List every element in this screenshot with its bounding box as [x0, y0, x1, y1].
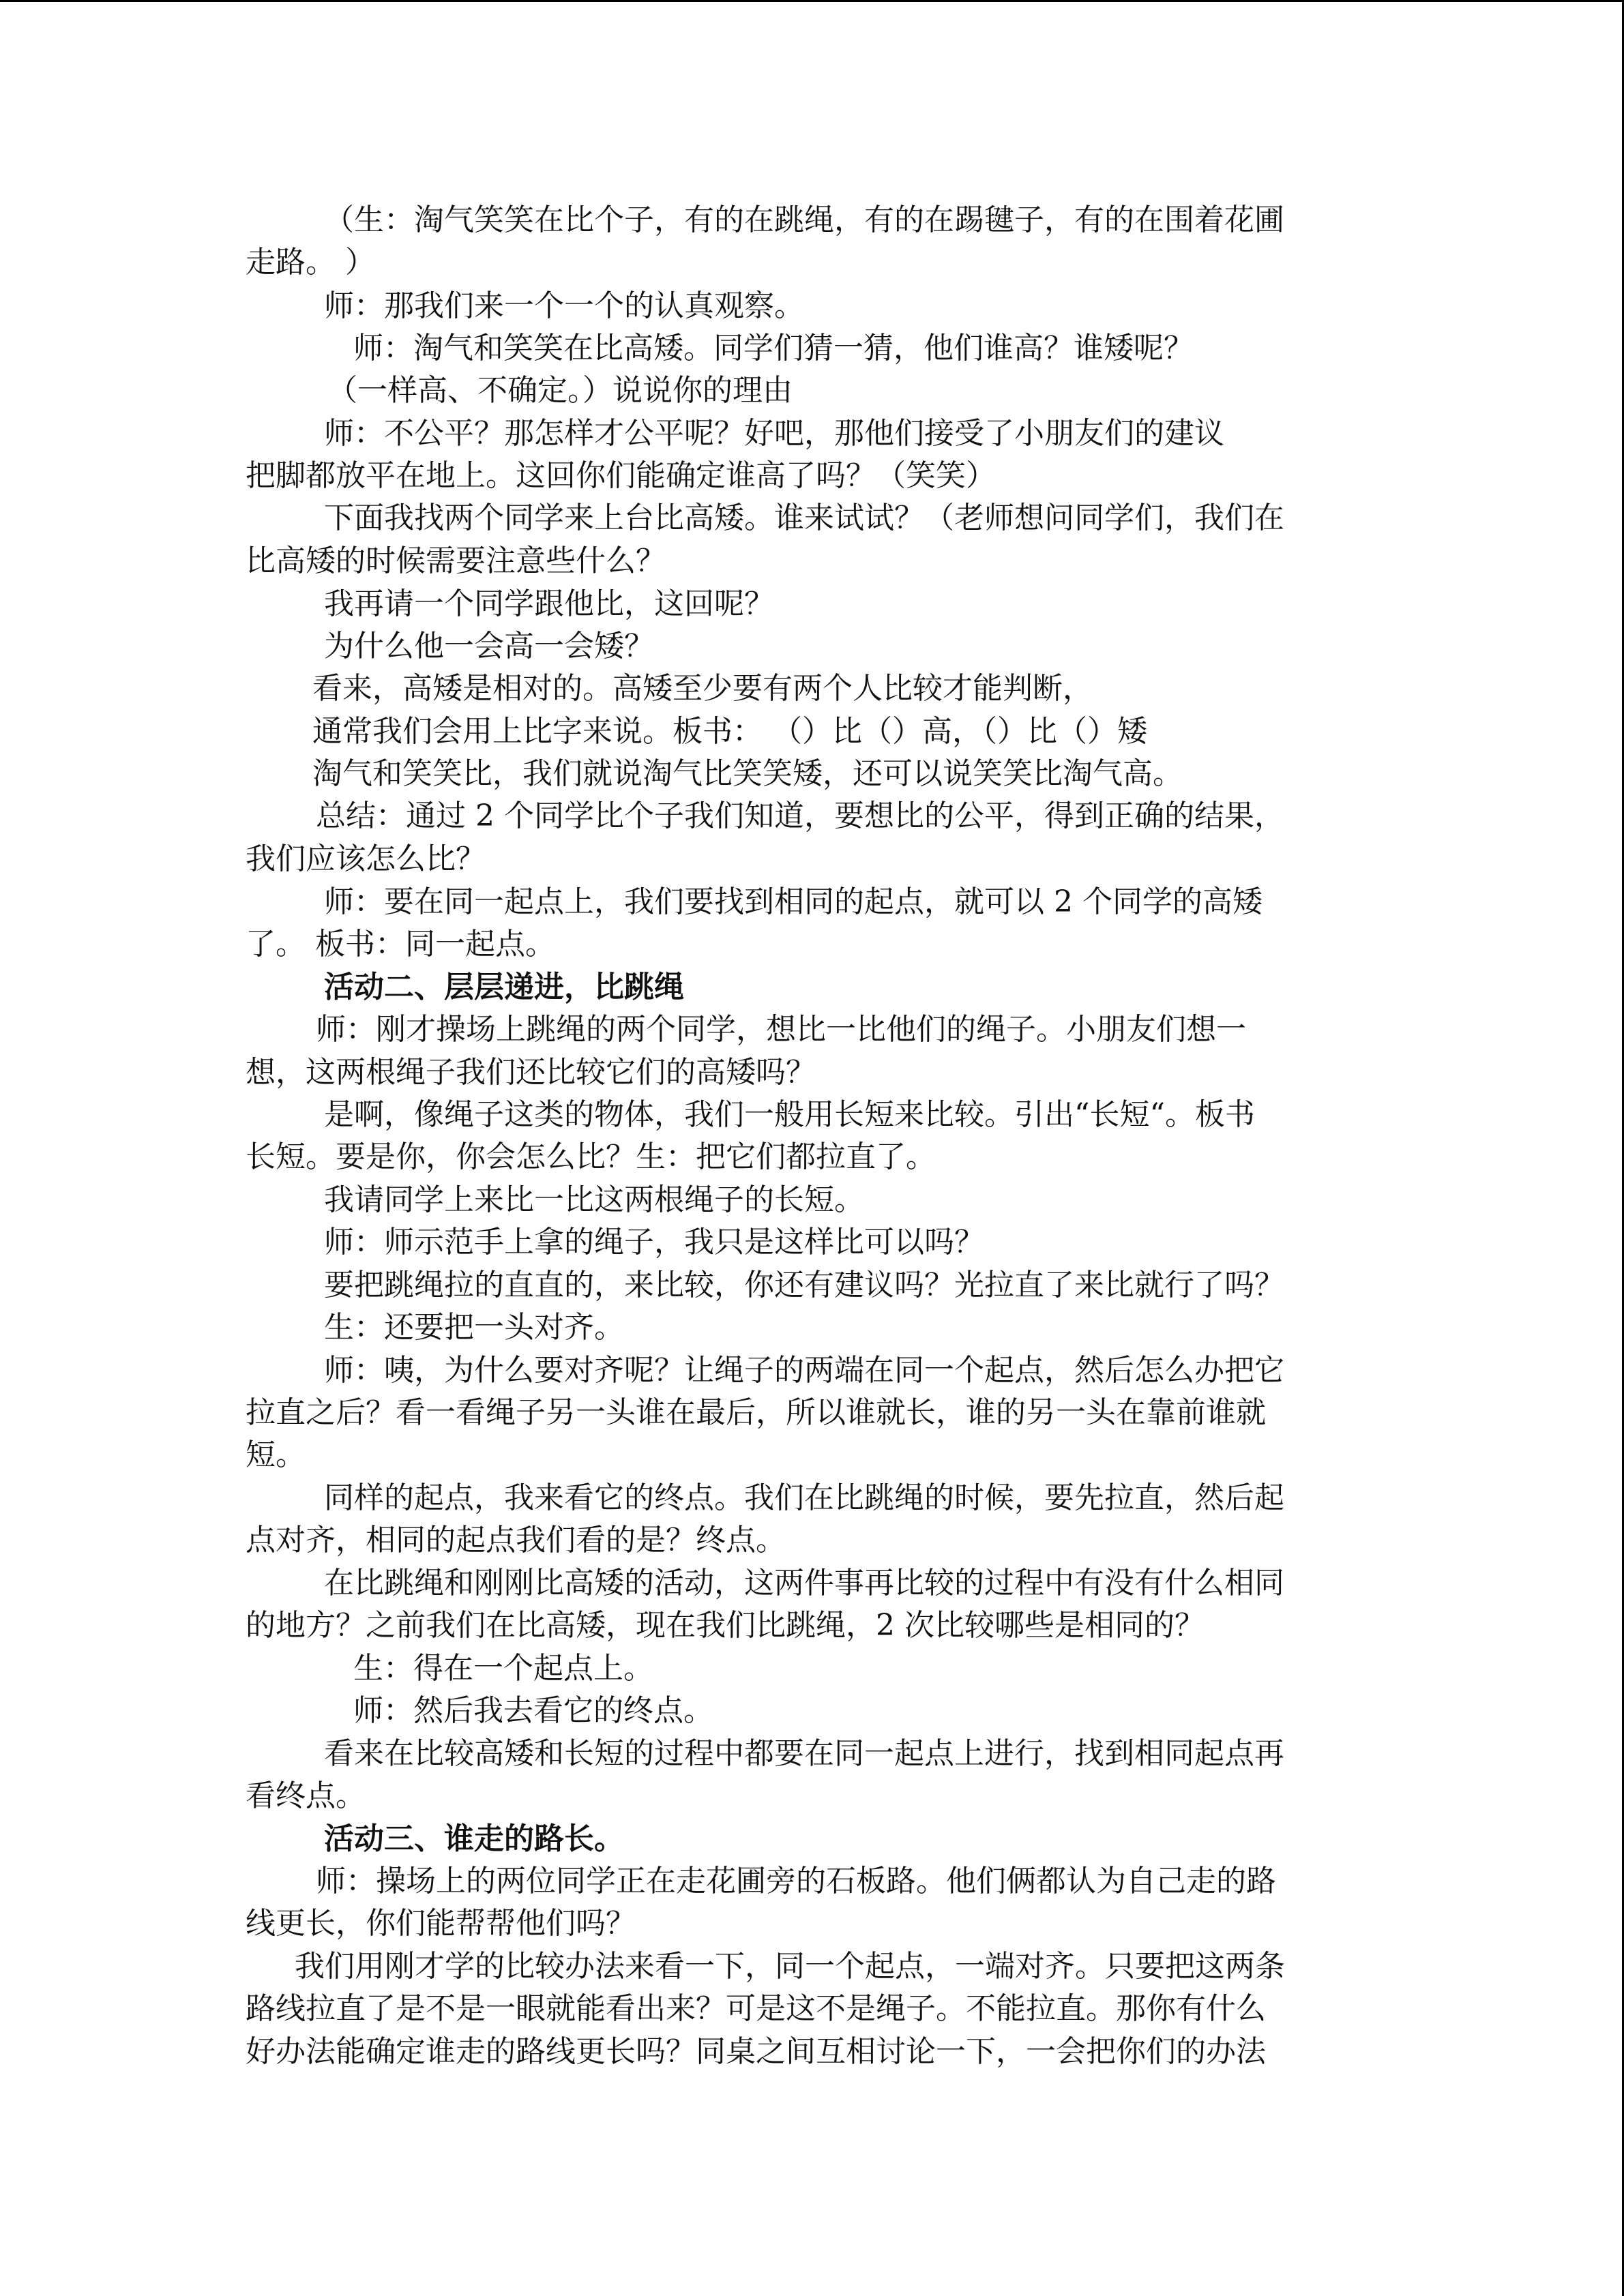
- paragraph-line: 我请同学上来比一比这两根绳子的长短。: [324, 1182, 864, 1217]
- paragraph-line: 我们用刚才学的比较办法来看一下，同一个起点，一端对齐。只要把这两条: [295, 1949, 1285, 1984]
- paragraph-line: 我们应该怎么比？: [246, 841, 486, 876]
- paragraph-line: 师：不公平？那怎样才公平呢？好吧，那他们接受了小朋友们的建议: [324, 416, 1224, 451]
- paragraph-line: 要把跳绳拉的直直的，来比较，你还有建议吗？光拉直了来比就行了吗？: [324, 1268, 1284, 1302]
- paragraph-line: 长短。要是你，你会怎么比？生：把它们都拉直了。: [246, 1139, 936, 1174]
- paragraph-line: 师：师示范手上拿的绳子，我只是这样比可以吗？: [324, 1225, 984, 1259]
- paragraph-line: 生：得在一个起点上。: [353, 1651, 653, 1686]
- paragraph-line: 路线拉直了是不是一眼就能看出来？可是这不是绳子。不能拉直。那你有什么: [246, 1991, 1266, 2026]
- section-heading: 活动二、层层递进，比跳绳: [324, 970, 684, 1004]
- paragraph-line: （一样高、不确定。）说说你的理由: [327, 373, 793, 408]
- paragraph-line: 看来在比较高矮和长短的过程中都要在同一起点上进行，找到相同起点再: [324, 1736, 1284, 1771]
- paragraph-line: 生：还要把一头对齐。: [324, 1310, 624, 1345]
- paragraph-line: 了。 板书：同一起点。: [246, 927, 555, 961]
- paragraph-line: 好办法能确定谁走的路线更长吗？同桌之间互相讨论一下，一会把你们的办法: [246, 2034, 1266, 2069]
- paragraph-line: 拉直之后？看一看绳子另一头谁在最后，所以谁就长，谁的另一头在靠前谁就: [246, 1395, 1266, 1430]
- paragraph-line: 师：淘气和笑笑在比高矮。同学们猜一猜，他们谁高？谁矮呢？: [353, 331, 1194, 366]
- paragraph-line: 师：操场上的两位同学正在走花圃旁的石板路。他们俩都认为自己走的路: [316, 1864, 1276, 1898]
- paragraph-line: 是啊，像绳子这类的物体，我们一般用长短来比较。引出“长短“。板书: [324, 1097, 1255, 1132]
- paragraph-line: 通常我们会用上比字来说。板书： （）比（）高，（）比（）矮: [312, 714, 1147, 749]
- paragraph-line: 看来，高矮是相对的。高矮至少要有两个人比较才能判断，: [312, 671, 1093, 706]
- paragraph-line: 师：要在同一起点上，我们要找到相同的起点，就可以 2 个同学的高矮: [324, 884, 1263, 919]
- paragraph-line: 线更长，你们能帮帮他们吗？: [246, 1906, 636, 1941]
- paragraph-line: 看终点。: [246, 1778, 366, 1813]
- paragraph-line: 师：然后我去看它的终点。: [353, 1693, 713, 1728]
- paragraph-line: 同样的起点，我来看它的终点。我们在比跳绳的时候，要先拉直，然后起: [324, 1480, 1284, 1515]
- paragraph-line: 总结：通过 2 个同学比个子我们知道，要想比的公平，得到正确的结果，: [316, 799, 1284, 833]
- paragraph-line: 淘气和笑笑比，我们就说淘气比笑笑矮，还可以说笑笑比淘气高。: [312, 756, 1183, 791]
- paragraph-line: 我再请一个同学跟他比，这回呢？: [324, 586, 774, 621]
- paragraph-line: 走路。 ）: [246, 245, 375, 280]
- section-heading: 活动三、谁走的路长。: [324, 1821, 624, 1856]
- paragraph-line: 师：刚才操场上跳绳的两个同学，想比一比他们的绳子。小朋友们想一: [316, 1012, 1246, 1047]
- paragraph-line: 把脚都放平在地上。这回你们能确定谁高了吗？（笑笑）: [246, 458, 996, 493]
- paragraph-line: 想，这两根绳子我们还比较它们的高矮吗？: [246, 1055, 816, 1090]
- paragraph-line: 在比跳绳和刚刚比高矮的活动，这两件事再比较的过程中有没有什么相同: [324, 1566, 1284, 1600]
- paragraph-line: 师：咦，为什么要对齐呢？让绳子的两端在同一个起点，然后怎么办把它: [324, 1353, 1284, 1388]
- paragraph-line: 师：那我们来一个一个的认真观察。: [324, 288, 804, 323]
- paragraph-line: 点对齐，相同的起点我们看的是？终点。: [246, 1523, 786, 1557]
- paragraph-line: （生：淘气笑笑在比个子，有的在跳绳，有的在踢毽子，有的在围着花圃: [324, 203, 1284, 237]
- paragraph-line: 为什么他一会高一会矮？: [324, 629, 654, 664]
- paragraph-line: 下面我找两个同学来上台比高矮。谁来试试？（老师想问同学们，我们在: [324, 501, 1284, 535]
- paragraph-line: 的地方？之前我们在比高矮，现在我们比跳绳，2 次比较哪些是相同的？: [246, 1608, 1205, 1643]
- paragraph-line: 短。: [246, 1437, 306, 1472]
- paragraph-line: 比高矮的时候需要注意些什么？: [246, 543, 666, 578]
